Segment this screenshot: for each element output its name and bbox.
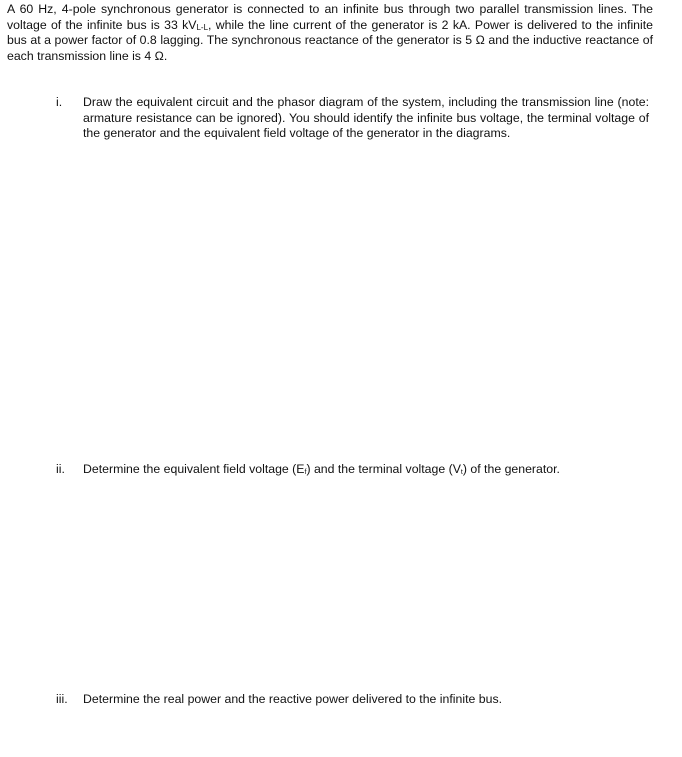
line-to-line-subscript: L-L	[196, 22, 209, 32]
question-number: iii.	[56, 692, 68, 706]
question-text: Determine the real power and the reactive power delivered to the infinite bus.	[83, 692, 503, 706]
question-text-part-a: Determine the equivalent field voltage (E	[83, 462, 305, 476]
question-text-part-b: ) and the terminal voltage (V	[306, 462, 461, 476]
question-number: i.	[56, 95, 63, 109]
problem-statement-part2: , while the line current of the generator is 2 kA. Power is delivered to the infinite bus at a power factor of 0.8 lagging. The synchronous reactance of the generator is 5 Ω and the inductive reactance of each transmission line is 4 Ω.	[7, 17, 654, 63]
question-number: ii.	[56, 462, 65, 476]
terminal-subscript: t	[460, 469, 463, 476]
question-text	[83, 462, 649, 478]
question-text-part-c: ) of the generator.	[462, 462, 560, 476]
question-text: Draw the equivalent circuit and the phasor diagram of the system, including the transmission line (note: armature resistance can be ignored). You should identify the infinite bus voltage, the terminal voltage of the generator and the equivalent field voltage of the generator in the diagrams.	[83, 95, 649, 140]
problem-statement	[7, 2, 653, 64]
field-subscript: f	[304, 469, 307, 476]
problem-statement-part1: A 60 Hz, 4-pole synchronous generator is connected to an infinite bus through two parallel transmission lines. The voltage of the infinite bus is 33 kV	[7, 2, 653, 32]
